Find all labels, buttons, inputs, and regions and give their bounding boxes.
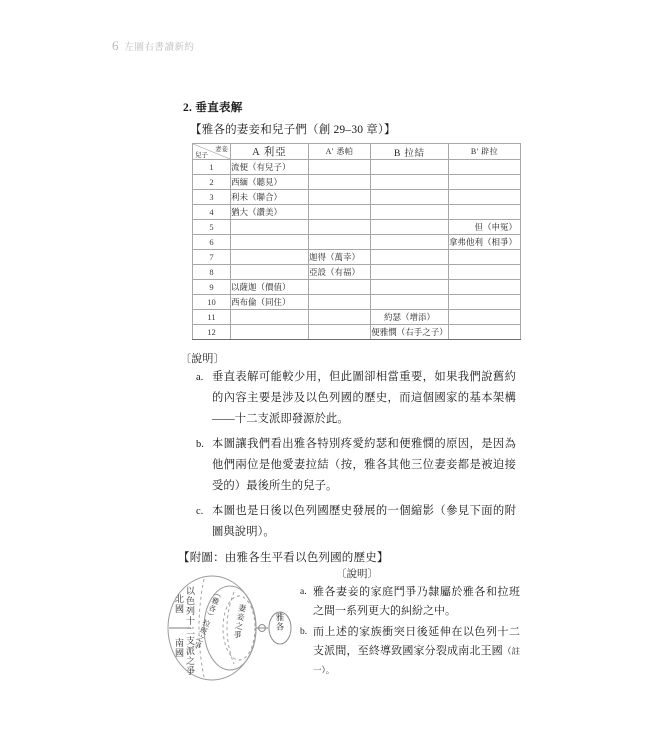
- list-item: [196, 501, 516, 543]
- cell-bilhah: [449, 190, 521, 205]
- table-row: [193, 220, 521, 235]
- column-header-rachel: B 拉結: [371, 144, 449, 160]
- row-number: 1: [193, 160, 231, 175]
- cell-leah: [231, 310, 309, 325]
- cell-rachel: [371, 175, 449, 190]
- cell-bilhah: [449, 265, 521, 280]
- corner-label-wives: 妻妾: [215, 146, 228, 153]
- column-header-leah: A 利亞: [231, 144, 309, 160]
- row-number: 7: [193, 250, 231, 265]
- running-header: [112, 38, 195, 54]
- cell-zilpah: [309, 235, 371, 250]
- list-marker: a.: [300, 587, 307, 597]
- cell-zilpah: [309, 310, 371, 325]
- cell-rachel: [371, 220, 449, 235]
- list-item: [196, 367, 516, 430]
- cell-rachel: [371, 205, 449, 220]
- label-south-kingdom: 南國: [174, 638, 184, 658]
- list-text-main: 雅各妻妾的家庭鬥爭乃隸屬於雅各和拉班之間一系列更大的糾紛之中。: [313, 586, 520, 617]
- appendix-title: 【附圖：由雅各生平看以色列國的歷史】: [178, 552, 389, 564]
- cell-leah: 猶大（讚美）: [231, 205, 309, 220]
- table-row: [193, 280, 521, 295]
- israel-history-circle-diagram: [158, 572, 308, 684]
- table-row: [193, 175, 521, 190]
- cell-bilhah: [449, 175, 521, 190]
- cell-rachel: [371, 250, 449, 265]
- table-row: [193, 310, 521, 325]
- cell-bilhah: [449, 250, 521, 265]
- cell-bilhah: [449, 310, 521, 325]
- list-marker: c.: [196, 506, 204, 517]
- label-jacob-laban-conflict: （雅各）拉班之爭: [191, 588, 225, 652]
- row-number: 12: [193, 325, 231, 340]
- list-text-note: （註一）。: [313, 646, 520, 675]
- list-marker: b.: [196, 439, 204, 450]
- label-twelve-tribes-conflict: 以色列十二支派之爭: [185, 586, 195, 676]
- label-north-kingdom: 北國: [174, 594, 184, 614]
- table-row: [193, 235, 521, 250]
- table-header-row: [193, 144, 521, 160]
- cell-rachel: [371, 295, 449, 310]
- cell-leah: [231, 265, 309, 280]
- cell-rachel: 便雅憫（右手之子）: [371, 325, 449, 340]
- list-item: [196, 434, 516, 497]
- cell-leah: [231, 235, 309, 250]
- row-number: 9: [193, 280, 231, 295]
- cell-zilpah: 迦得（萬幸）: [309, 250, 371, 265]
- cell-zilpah: [309, 220, 371, 235]
- table-row: [193, 265, 521, 280]
- list-text: 本圖也是日後以色列國歷史發展的一個縮影（參見下面的附圖與說明）。: [212, 505, 516, 538]
- cell-rachel: [371, 235, 449, 250]
- explanation-list: [196, 367, 516, 547]
- row-number: 5: [193, 220, 231, 235]
- cell-leah: 利未（聯合）: [231, 190, 309, 205]
- cell-bilhah: [449, 325, 521, 340]
- explanation-heading: 〔說明〕: [180, 353, 225, 365]
- cell-leah: 西布倫（同住）: [231, 295, 309, 310]
- column-header-bilhah: B' 辟拉: [449, 144, 521, 160]
- cell-zilpah: [309, 280, 371, 295]
- list-item: [300, 583, 520, 621]
- cell-bilhah: 拿弗他利（相爭）: [449, 235, 521, 250]
- list-text-main: 而上述的家族衝突日後延伸在以色列十二支派間，至終導致國家分裂成南北王國: [313, 626, 520, 657]
- table-row: [193, 325, 521, 340]
- list-item: [300, 623, 520, 680]
- diagram-svg: [158, 572, 308, 684]
- cell-rachel: [371, 190, 449, 205]
- cell-zilpah: [309, 325, 371, 340]
- row-number: 2: [193, 175, 231, 190]
- list-text: [313, 583, 520, 621]
- cell-rachel: [371, 280, 449, 295]
- table-row: [193, 190, 521, 205]
- corner-label-sons: 兒子: [195, 152, 208, 159]
- cell-zilpah: [309, 175, 371, 190]
- cell-zilpah: [309, 160, 371, 175]
- cell-zilpah: 亞設（有福）: [309, 265, 371, 280]
- cell-leah: 西緬（聽見）: [231, 175, 309, 190]
- list-text: [313, 623, 520, 680]
- row-number: 10: [193, 295, 231, 310]
- book-title: 左圖右書讀新約: [124, 43, 195, 53]
- appendix-explanation-heading: 〔說明〕: [336, 569, 378, 580]
- table-title: 【雅各的妻妾和兒子們（創 29–30 章）】: [190, 124, 396, 136]
- cell-leah: 流便（有兒子）: [231, 160, 309, 175]
- table-row: [193, 205, 521, 220]
- list-marker: b.: [300, 627, 308, 637]
- cell-leah: [231, 220, 309, 235]
- cell-bilhah: [449, 295, 521, 310]
- table-row: [193, 295, 521, 310]
- row-number: 8: [193, 265, 231, 280]
- label-wives-conflict: 妻妾之爭: [232, 603, 248, 641]
- cell-bilhah: [449, 160, 521, 175]
- cell-leah: 以薩迦（價值）: [231, 280, 309, 295]
- cell-bilhah: [449, 205, 521, 220]
- cell-rachel: [371, 265, 449, 280]
- cell-bilhah: [449, 280, 521, 295]
- row-number: 3: [193, 190, 231, 205]
- cell-leah: [231, 325, 309, 340]
- table-corner-cell: [193, 144, 231, 160]
- cell-zilpah: [309, 205, 371, 220]
- cell-rachel: 約瑟（增添）: [371, 310, 449, 325]
- cell-zilpah: [309, 190, 371, 205]
- section-heading: 2. 垂直表解: [183, 102, 243, 114]
- list-marker: a.: [196, 372, 204, 383]
- column-header-zilpah: A' 悉帕: [309, 144, 371, 160]
- cell-zilpah: [309, 295, 371, 310]
- list-text: 垂直表解可能較少用，但此圖卻相當重要，如果我們說舊約的內容主要是涉及以色列國的歷史，而這個國家的基本架構——十二支派即發源於此。: [212, 371, 516, 425]
- row-number: 11: [193, 310, 231, 325]
- inner-dashed-divider: [227, 592, 234, 664]
- label-jacob: 雅各: [275, 612, 285, 632]
- cell-bilhah: 但（申冤）: [449, 220, 521, 235]
- vertical-table-wrapper: [192, 143, 521, 340]
- cell-rachel: [371, 160, 449, 175]
- list-text: 本圖讓我們看出雅各特別疼愛約瑟和便雅憫的原因，是因為他們兩位是他愛妻拉結（按，雅各其他三位妻妾都是被迫接受的）最後所生的兒子。: [212, 438, 516, 492]
- row-number: 6: [193, 235, 231, 250]
- page-folio-number: 6: [112, 38, 119, 53]
- cell-leah: [231, 250, 309, 265]
- appendix-explanation-list: [300, 583, 520, 682]
- jacob-wives-sons-table: [192, 143, 521, 340]
- row-number: 4: [193, 205, 231, 220]
- table-row: [193, 160, 521, 175]
- table-row: [193, 250, 521, 265]
